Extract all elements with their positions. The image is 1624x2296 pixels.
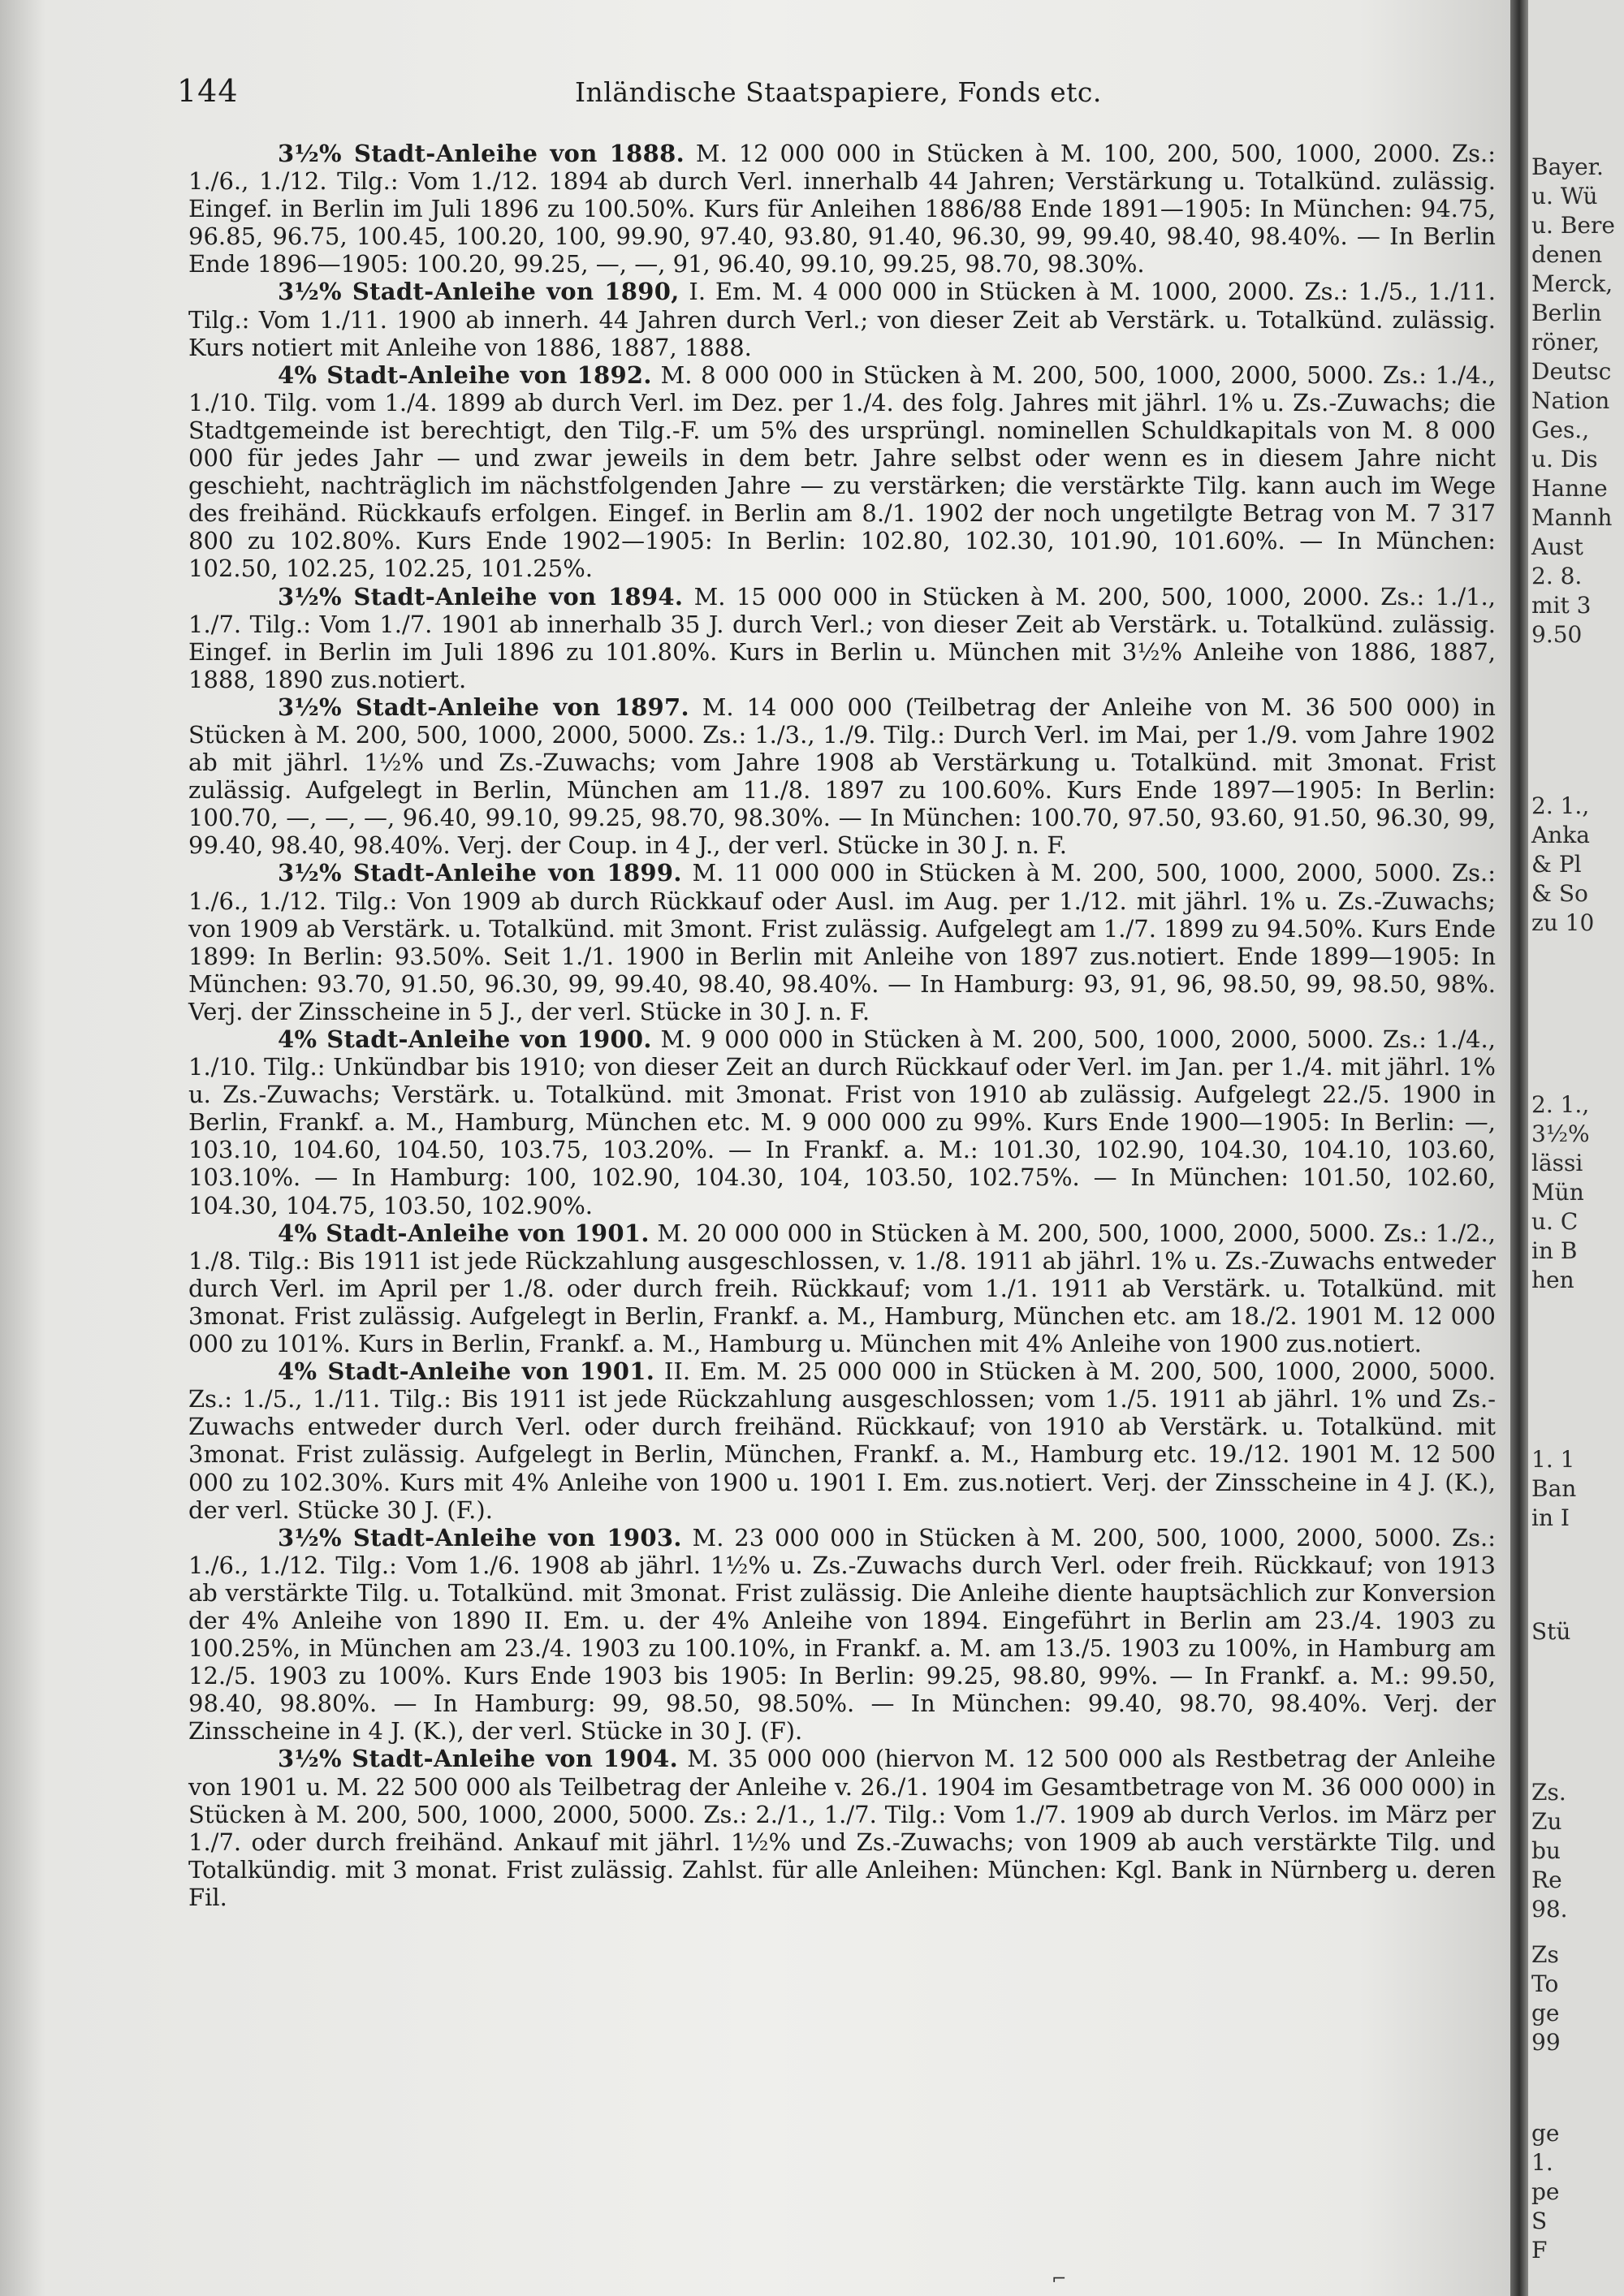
fragment-line: Ges.,: [1531, 416, 1590, 443]
running-head: Inländische Staatspapiere, Fonds etc.: [575, 76, 1102, 108]
fragment-line: röner,: [1531, 329, 1600, 356]
loan-entry: [188, 278, 1496, 360]
entry-title: 3½% Stadt-Anleihe von 1894.: [278, 582, 684, 611]
fragment-group: [1531, 1617, 1570, 1646]
fragment-line: denen: [1531, 241, 1603, 268]
entry-text: M. 35 000 000 (hiervon M. 12 500 000 als Restbetrag der Anleihe von 1901 u. M. 22 500 000 als Teilbetrag der Anleihe v. 26./1. 1904 im Gesamtbetrage von M. 36 000 000) in Stücken à M. 200, 500, 1000, 2000, 5000. Zs.: 2./1., 1./7. Tilg.: Vom 1./7. 1909 ab durch Verlos. im März per 1./7. oder durch freihänd. Ankauf mit jährl. 1½% und Zs.-Zuwachs; von 1909 ab auch verstärkte Tilg. und Totalkündig. mit 3 monat. Frist zulässig. Zahlst. für alle Anleihen: München: Kgl. Bank in Nürnberg u. deren Fil.: [188, 1745, 1496, 1911]
adjacent-page-edge: [1528, 0, 1624, 2296]
fragment-line: Hanne: [1531, 475, 1608, 502]
fragment-line: Nation: [1531, 387, 1610, 414]
entry-title: 4% Stadt-Anleihe von 1901.: [278, 1357, 655, 1386]
entry-text: M. 14 000 000 (Teilbetrag der Anleihe von M. 36 500 000) in Stücken à M. 200, 500, 1000, 2000, 5000. Zs.: 1./3., 1./9. Tilg.: Durch Verl. im Mai, per 1./9. vom Jahre 1902 ab mit jährl. 1½% und Zs.-Zuwachs; vom Jahre 1908 ab Verstärkung u. Totalkünd. mit 3monat. Frist zulässig. Aufgelegt in Berlin, München am 11./8. 1897 zu 100.60%. Kurs Ende 1897—1905: In Berlin: 100.70, —, —, —, 96.40, 99.10, 99.25, 98.70, 98.30%. — In München: 100.70, 97.50, 93.60, 91.50, 96.30, 99, 99.40, 98.40, 98.40%. Verj. der Coup. in 4 J., der verl. Stücke in 30 J. n. F.: [188, 693, 1496, 860]
entry-text: M. 11 000 000 in Stücken à M. 200, 500, 1000, 2000, 5000. Zs.: 1./6., 1./12. Tilg.: Von 1909 ab durch Rückkauf oder Ausl. im Aug. per 1./12. mit jährl. 1% u. Zs.-Zuwachs; von 1909 ab Verstärk. u. Totalkünd. mit 3mont. Frist zulässig. Aufgelegt am 1./7. 1899 zu 94.50%. Kurs Ende 1899: In Berlin: 93.50%. Seit 1./1. 1900 in Berlin mit Anleihe von 1897 zus.notiert. Ende 1899—1905: In München: 93.70, 91.50, 96.30, 99, 99.40, 98.40, 98.40%. — In Hamburg: 93, 91, 96, 98.50, 99, 98.50, 98%. Verj. der Zinsscheine in 5 J., der verl. Stücke in 30 J. n. F.: [188, 859, 1496, 1025]
fragment-line: lässi: [1531, 1150, 1583, 1176]
entry-title: 3½% Stadt-Anleihe von 1899.: [278, 859, 682, 887]
page-number: 144: [177, 73, 239, 109]
fragment-line: 98.: [1531, 1896, 1568, 1923]
book-gutter: [1510, 0, 1528, 2296]
entry-title: 3½% Stadt-Anleihe von 1904.: [278, 1745, 679, 1773]
entry-text: M. 9 000 000 in Stücken à M. 200, 500, 1000, 2000, 5000. Zs.: 1./4., 1./10. Tilg.: Unkündbar bis 1910; von dieser Zeit an durch Rückkauf oder Verl. im Jan. per 1./4. mit jährl. 1% u. Zs.-Zuwachs; Verstärk. u. Totalkünd. mit 3monat. Frist von 1910 ab zulässig. Aufgelegt 22./5. 1900 in Berlin, Frankf. a. M., Hamburg, München etc. M. 9 000 000 zu 99%. Kurs Ende 1900—1905: In Berlin: —, 103.10, 104.60, 104.50, 103.75, 103.20%. — In Frankf. a. M.: 101.30, 102.90, 104.30, 104.10, 103.60, 103.10%. — In Hamburg: 100, 102.90, 104.30, 104, 103.50, 102.75%. — In München: 101.50, 102.60, 104.30, 104.75, 103.50, 102.90%.: [188, 1025, 1496, 1219]
fragment-line: Re: [1531, 1867, 1562, 1893]
fragment-line: Ban: [1531, 1475, 1577, 1502]
fragment-group: [1531, 1090, 1590, 1295]
fragment-line: & So: [1531, 880, 1588, 907]
fragment-line: & Pl: [1531, 851, 1582, 878]
fragment-line: Aust: [1531, 533, 1583, 560]
fragment-line: Bayer.: [1531, 153, 1604, 180]
entry-text: M. 23 000 000 in Stücken à M. 200, 500, 1000, 2000, 5000. Zs.: 1./6., 1./12. Tilg.: Vom 1./6. 1908 ab jährl. 1½% u. Zs.-Zuwachs durch Verl. oder freih. Rückkauf; von 1913 ab verstärkte Tilg. u. Totalkünd. mit 3monat. Frist zulässig. Die Anleihe diente hauptsächlich zur Konversion der 4% Anleihe von 1890 II. Em. u. der 4% Anleihe von 1894. Eingeführt in Berlin am 23./4. 1903 zu 100.25%, in München am 23./4. 1903 zu 100.10%, in Frankf. a. M. am 13./5. 1903 zu 100%, in Hamburg am 12./5. 1903 zu 100%. Kurs Ende 1903 bis 1905: In Berlin: 99.25, 98.80, 99%. — In Frankf. a. M.: 99.50, 98.40, 98.80%. — In Hamburg: 99, 98.50, 98.50%. — In München: 99.40, 98.70, 98.40%. Verj. der Zinsscheine in 4 J. (K.), der verl. Stücke in 30 J. (F).: [188, 1523, 1496, 1746]
loan-entry: [188, 1745, 1496, 1911]
fragment-line: 1. 1: [1531, 1446, 1575, 1473]
fragment-line: 2. 8.: [1531, 563, 1583, 589]
entry-text: M. 12 000 000 in Stücken à M. 100, 200, 500, 1000, 2000. Zs.: 1./6., 1./12. Tilg.: Vom 1./12. 1894 ab durch Verl. innerhalb 44 Jahren; Verstärkung u. Totalkünd. zulässig. Eingef. in Berlin im Juli 1896 zu 100.50%. Kurs für Anleihen 1886/88 Ende 1891—1905: In München: 94.75, 96.85, 96.75, 100.45, 100.20, 100, 99.90, 97.40, 93.80, 91.40, 96.30, 99, 99.40, 98.40, 98.40%. — In Berlin Ende 1896—1905: 100.20, 99.25, —, —, 91, 96.40, 99.10, 99.25, 98.70, 98.30%.: [188, 140, 1496, 278]
loan-entry: [188, 1357, 1496, 1524]
fragment-line: pe: [1531, 2178, 1560, 2205]
fragment-line: Zs: [1531, 1941, 1559, 1968]
fragment-line: 1.: [1531, 2149, 1553, 2176]
entry-title: 3½% Stadt-Anleihe von 1903.: [278, 1523, 682, 1552]
fragment-line: 99: [1531, 2029, 1561, 2056]
entry-text: M. 20 000 000 in Stücken à M. 200, 500, 1000, 2000, 5000. Zs.: 1./2., 1./8. Tilg.: Bis 1911 ist jede Rückzahlung ausgeschlossen, v. 1./8. 1911 ab jährl. 1% u. Zs.-Zuwachs entweder durch Verl. im April per 1./8. oder durch freih. Rückkauf; vom 1./1. 1911 ab Verstärk. u. Totalkünd. mit 3monat. Frist zulässig. Aufgelegt in Berlin, Frankf. a. M., Hamburg, München etc. am 18./2. 1901 M. 12 000 000 zu 101%. Kurs in Berlin, Frankf. a. M., Hamburg u. München mit 4% Anleihe von 1900 zus.notiert.: [188, 1219, 1496, 1358]
fragment-group: [1531, 1445, 1576, 1533]
entry-title: 3½% Stadt-Anleihe von 1888.: [278, 140, 685, 167]
entry-text: I. Em. M. 4 000 000 in Stücken à M. 1000, 2000. Zs.: 1./5., 1./11. Tilg.: Vom 1./11. 1900 ab innerh. 44 Jahren durch Verl.; von dieser Zeit ab Verstärk. u. Totalkünd. zulässig. Kurs notiert mit Anleihe von 1886, 1887, 1888.: [188, 278, 1496, 361]
fragment-line: ge: [1531, 2000, 1560, 2026]
fragment-line: F: [1531, 2237, 1548, 2264]
loan-entry: [188, 693, 1496, 860]
fragment-line: Zs.: [1531, 1779, 1566, 1806]
fragment-line: Mannh: [1531, 504, 1613, 531]
fragment-line: To: [1531, 1970, 1559, 1997]
fragment-line: u. Bere: [1531, 212, 1615, 239]
fragment-line: Merck,: [1531, 270, 1613, 297]
fragment-group: [1531, 792, 1594, 938]
fragment-line: u. Wü: [1531, 183, 1598, 209]
fragment-line: mit 3: [1531, 592, 1592, 619]
entry-text: M. 15 000 000 in Stücken à M. 200, 500, 1000, 2000. Zs.: 1./1., 1./7. Tilg.: Vom 1./7. 1901 ab innerhalb 35 J. durch Verl.; von dieser Zeit ab Verstärk. u. Totalkünd. zulässig. Eingef. in Berlin im Juli 1896 zu 101.80%. Kurs in Berlin u. München mit 3½% Anleihe von 1886, 1887, 1888, 1890 zus.notiert.: [188, 582, 1496, 693]
fragment-line: ge: [1531, 2120, 1560, 2147]
fragment-line: 3½%: [1531, 1120, 1590, 1147]
entry-title: 3½% Stadt-Anleihe von 1890,: [278, 278, 680, 306]
fragment-line: Anka: [1531, 822, 1590, 848]
page-body: [188, 140, 1496, 1911]
loan-entry: [188, 361, 1496, 583]
loan-entry: [188, 859, 1496, 1025]
fragment-line: 9.50: [1531, 621, 1583, 648]
entry-text: II. Em. M. 25 000 000 in Stücken à M. 200, 500, 1000, 2000, 5000. Zs.: 1./5., 1./11. Tilg.: Bis 1911 ist jede Rückzahlung ausgeschlossen; vom 1./5. 1911 ab jährl. 1% und Zs.-Zuwachs entweder durch Verl. oder durch freihänd. Rückkauf; von 1910 ab Verstärk. u. Totalkünd. mit 3monat. Frist zulässig. Aufgelegt in Berlin, München, Frankf. a. M., Hamburg etc. 19./12. 1901 M. 12 500 000 zu 102.30%. Kurs mit 4% Anleihe von 1900 u. 1901 I. Em. zus.notiert. Verj. der Zinsscheine in 4 J. (K.), der verl. Stücke 30 J. (F.).: [188, 1357, 1496, 1524]
entry-text: M. 8 000 000 in Stücken à M. 200, 500, 1000, 2000, 5000. Zs.: 1./4., 1./10. Tilg. vom 1./4. 1899 ab durch Verl. im Dez. per 1./4. des folg. Jahres mit jährl. 1% u. Zs.-Zuwachs; die Stadtgemeinde ist berechtigt, den Tilg.-F. um 5% des ursprüngl. nominellen Schuldkapitals von M. 8 000 000 für jedes Jahr — und zwar jeweils in dem betr. Jahre selbst oder wenn es in diesem Jahre nicht geschieht, nachträglich im nächstfolgenden Jahre — zu verstärken; die verstärkte Tilg. kann auch im Wege des freihänd. Rückkaufs erfolgen. Eingef. in Berlin am 8./1. 1902 der noch ungetilgte Betrag von M. 7 317 800 zu 102.80%. Kurs Ende 1902—1905: In Berlin: 102.80, 102.30, 101.90, 101.60%. — In München: 102.50, 102.25, 102.25, 101.25%.: [188, 360, 1496, 583]
fragment-group: [1531, 2119, 1560, 2265]
fragment-line: in B: [1531, 1237, 1578, 1264]
fragment-line: in I: [1531, 1504, 1570, 1531]
page-header: [177, 73, 1492, 114]
loan-entry: [188, 583, 1496, 693]
fragment-group: [1531, 1778, 1568, 1924]
fragment-group: [1531, 1940, 1561, 2057]
fragment-line: Deutsc: [1531, 358, 1612, 385]
fragment-group: [1531, 153, 1615, 650]
fragment-line: bu: [1531, 1837, 1561, 1864]
fragment-line: zu 10: [1531, 909, 1595, 936]
fragment-line: Zu: [1531, 1808, 1562, 1835]
fragment-line: u. C: [1531, 1208, 1579, 1235]
fragment-line: Stü: [1531, 1618, 1571, 1645]
entry-title: 3½% Stadt-Anleihe von 1897.: [278, 693, 689, 721]
fragment-line: S: [1531, 2208, 1548, 2234]
loan-entry: [188, 1524, 1496, 1746]
loan-entry: [188, 140, 1496, 278]
entry-title: 4% Stadt-Anleihe von 1892.: [278, 360, 652, 389]
print-mark: ⌐: [1052, 2269, 1067, 2290]
fragment-line: u. Dis: [1531, 446, 1598, 473]
loan-entry: [188, 1219, 1496, 1357]
loan-entry: [188, 1025, 1496, 1219]
fragment-line: Mün: [1531, 1179, 1584, 1206]
entry-title: 4% Stadt-Anleihe von 1901.: [278, 1219, 650, 1247]
fragment-line: 2. 1.,: [1531, 792, 1590, 819]
fragment-line: Berlin: [1531, 300, 1602, 326]
fragment-line: hen: [1531, 1267, 1574, 1293]
fragment-line: 2. 1.,: [1531, 1091, 1590, 1118]
entry-title: 4% Stadt-Anleihe von 1900.: [278, 1025, 652, 1053]
